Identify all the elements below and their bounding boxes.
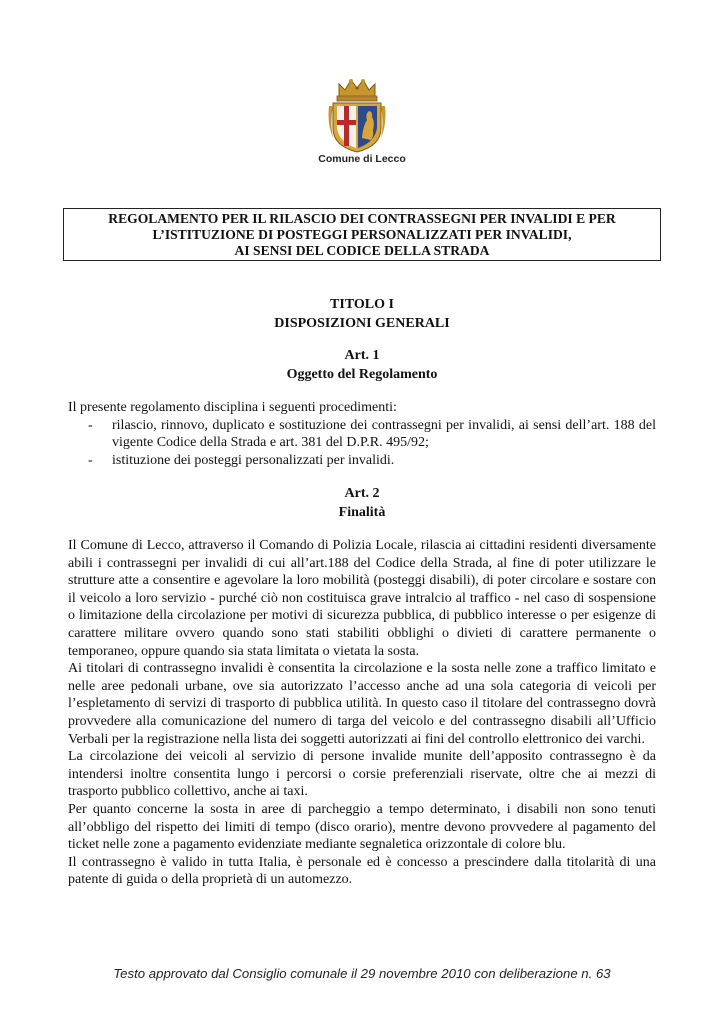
comune-di-lecco-crest-icon — [327, 76, 387, 154]
art1-title: Oggetto del Regolamento — [286, 367, 438, 382]
list-item-text: rilascio, rinnovo, duplicato e sostituzione dei contrassegni per invalidi, ai sensi dell’art. 188 del vigente Codice della Strada e art. 381 del D.P.R. 495/92; — [112, 417, 656, 451]
paragraph: Ai titolari di contrassegno invalidi è consentita la circolazione e la sosta nelle zone a traffico limitato e nelle aree pedonali urbane, ove sia autorizzato l’accesso anche ad una sola categoria di veicoli per l’espletamento di servizi di trasporto di pubblica utilità. In questo caso il titolare del contrassegno dovrà provvedere alla comunicazione del numero di targa del veicolo e del contrassegno disabili all’Ufficio Verbali per la registrazione nella lista dei soggetti autorizzati ai fini del controllo elettronico dei varchi. — [68, 661, 656, 747]
paragraph: Il contrassegno è valido in tutta Italia, è personale ed è concesso a prescindere dalla titolarità di una patente di guida o della proprietà di un automezzo. — [68, 854, 656, 888]
art1-heading — [0, 346, 724, 384]
logo-label: Comune di Lecco — [318, 153, 406, 165]
paragraph: La circolazione dei veicoli al servizio di persone invalide munite dell’apposito contrassegno è da intendersi inoltre consentita lungo i percorsi o corsie preferenziali riservate, oltre che ai mezzi di trasporto pubblico collettivo, anche ai taxi. — [68, 749, 656, 800]
list-item-text: istituzione dei posteggi personalizzati per invalidi. — [112, 452, 395, 468]
paragraph: Il Comune di Lecco, attraverso il Comando di Polizia Locale, rilascia ai cittadini residenti diversamente abili i contrassegni per invalidi di cui all’art.188 del Codice della Strada, al fine di poter utilizzare le strutture atte a consentire e agevolare la loro mobilità (posteggi disabili), di poter circolare e sostare con il veicolo a loro servizio - purché ciò non costituisca grave intralcio al traffico - nel caso di sospensione o limitazione della circolazione per motivi di sicurezza pubblica, di pubblico interesse o per esigenze di carattere militare ovvero quando sono stati stabiliti obblighi o divieti di carattere permanente o temporaneo, oppure quando sia stata limitata o vietata la sosta. — [68, 538, 656, 659]
regulation-title-box — [63, 208, 661, 261]
art2-heading — [0, 484, 724, 522]
titolo-number: TITOLO I — [330, 297, 394, 312]
footer-approval-note: Testo approvato dal Consiglio comunale il 29 novembre 2010 con deliberazione n. 63 — [113, 966, 611, 981]
art2-body — [68, 537, 656, 889]
paragraph: Per quanto concerne la sosta in aree di parcheggio a tempo determinato, i disabili non sono tenuti all’obbligo del rispetto dei limiti di tempo (disco orario), mentre devono provvedere al pagamento del ticket nelle zone a pagamento evidenziate mediante segnaletica orizzontale di colore blu. — [68, 801, 656, 853]
art1-number: Art. 1 — [344, 348, 380, 363]
title-line: L’ISTITUZIONE DI POSTEGGI PERSONALIZZATI PER INVALIDI, — [152, 227, 572, 242]
art1-body — [68, 399, 656, 469]
titolo-heading — [0, 295, 724, 333]
titolo-name: DISPOSIZIONI GENERALI — [274, 316, 450, 331]
art2-title: Finalità — [338, 505, 386, 520]
art2-number: Art. 2 — [344, 486, 380, 501]
art1-intro: Il presente regolamento disciplina i seguenti procedimenti: — [68, 400, 397, 415]
list-dash: - — [88, 417, 93, 433]
title-line: REGOLAMENTO PER IL RILASCIO DEI CONTRASSEGNI PER INVALIDI E PER — [108, 211, 616, 226]
list-dash: - — [88, 452, 93, 468]
art1-list — [68, 417, 656, 470]
title-line: AI SENSI DEL CODICE DELLA STRADA — [234, 243, 490, 258]
list-item — [68, 452, 656, 470]
list-item — [68, 417, 656, 452]
